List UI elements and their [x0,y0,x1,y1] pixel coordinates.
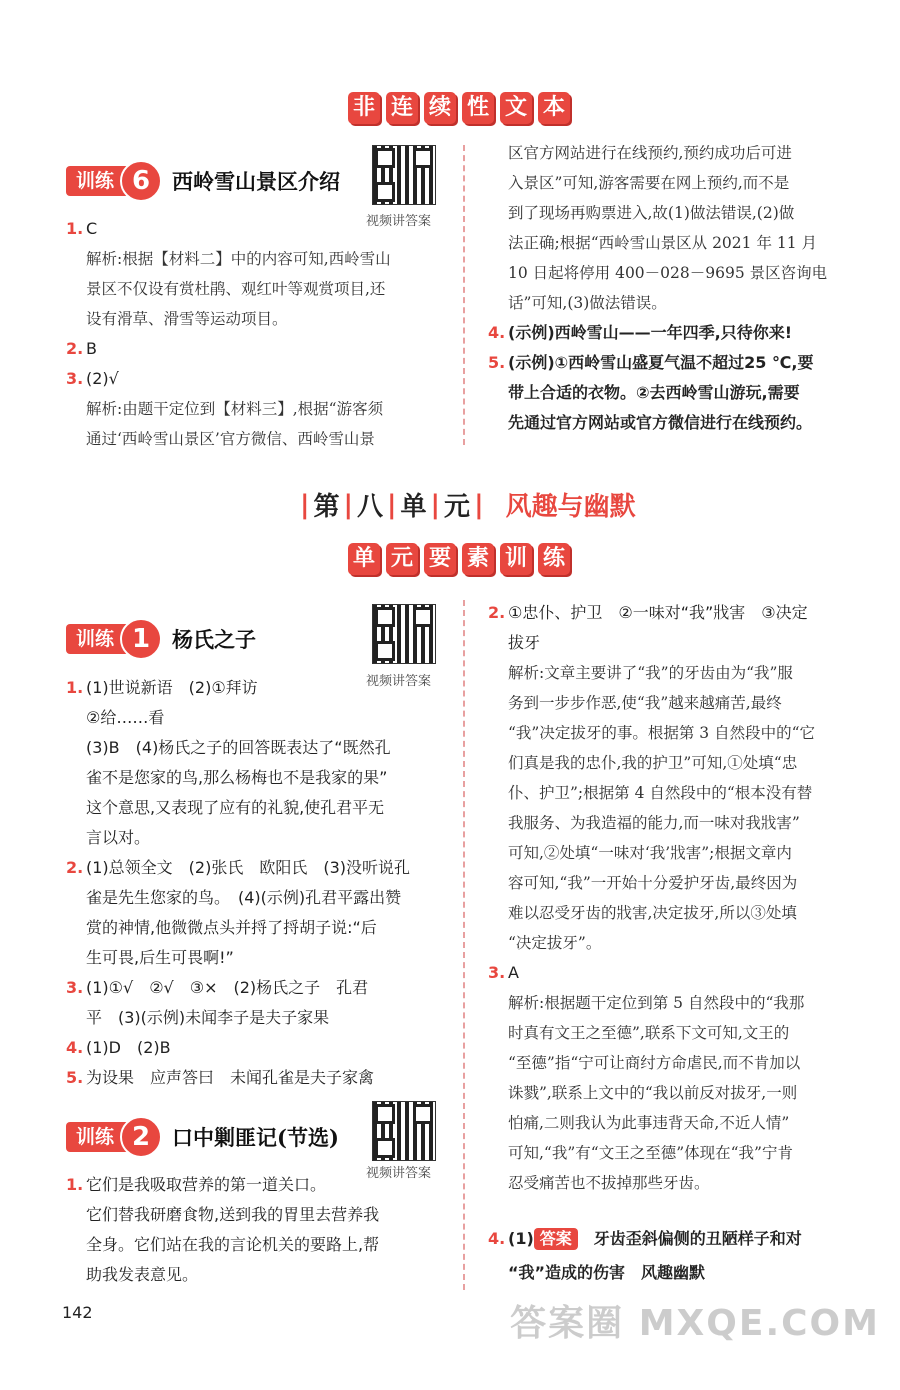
line-text: 法正确;根据“西岭雪山景区从 2021 年 11 月 [508,234,818,252]
analysis-line [66,274,456,304]
analysis-line [488,658,878,688]
qr-code[interactable] [372,145,436,205]
analysis-line [488,1078,878,1108]
answer-line [66,1260,456,1290]
question-number: 5. [66,1068,84,1087]
answer-line [488,598,878,628]
ribbon-char: 性 [462,92,494,124]
answer-line [66,853,456,883]
line-text: 可知,②处填“一味对‘我’戕害”;根据文章内 [508,844,792,862]
answer-line [66,1033,456,1063]
line-text: “决定拔牙”。 [508,934,602,952]
unit-char: 第 [313,492,340,522]
t2-left-answers [66,1170,456,1290]
q4-text: 牙齿歪斜偏侧的丑陋样子和对 [593,1229,802,1248]
question-number: 2. [66,339,84,358]
line-text: 通过‘西岭雪山景区’官方微信、西岭雪山景 [86,430,375,448]
answer-line [66,364,456,394]
q4-prefix: (1) [508,1229,534,1248]
training-number: 2 [120,1116,162,1158]
qr-label: 视频讲答案 [366,1166,432,1181]
ribbon-char: 续 [424,92,456,124]
answer-line [66,883,456,913]
line-text: 雀是先生您家的鸟。 (4)(示例)孔君平露出赞 [86,888,402,907]
line-text: 拔牙 [508,633,541,652]
answer-badge: 答案 [534,1228,578,1250]
question-number: 1. [66,1175,84,1194]
q4-line2: “我”造成的伤害 风趣幽默 [508,1263,706,1282]
analysis-line [488,288,878,318]
ribbon-char: 素 [462,543,494,575]
line-text: C [86,219,98,238]
line-text: 解析:根据题干定位到第 5 自然段中的“我那 [508,994,805,1012]
line-text: 容可知,“我”一开始十分爱护牙齿,最终因为 [508,874,798,892]
line-text: 它们是我吸取营养的第一道关口。 [86,1175,327,1194]
answer-line [66,334,456,364]
line-text: (2)√ [86,369,119,388]
question-number: 2. [66,858,84,877]
qr-code[interactable] [372,1101,436,1161]
line-text: A [508,963,519,982]
unit-ribbon [348,543,570,575]
question-number: 1. [66,219,84,238]
line-text: (1)总领全文 (2)张氏 欧阳氏 (3)没听说孔 [86,858,410,877]
unit-title [296,486,636,523]
unit-char: 元 [444,492,471,522]
analysis-line [488,168,878,198]
answer-line [488,408,878,438]
analysis-line [488,228,878,258]
ribbon-char: 非 [348,92,380,124]
question-number: 2. [488,603,506,622]
analysis-line [488,1018,878,1048]
analysis-line [488,1138,878,1168]
analysis-line [488,198,878,228]
answer-line [66,703,456,733]
line-text: 务到一步步作恶,使“我”越来越痛苦,最终 [508,694,782,712]
question-number: 4. [488,1229,506,1248]
question-number: 3. [66,369,84,388]
training-title: 西岭雪山景区介绍 [172,169,341,194]
line-text: 景区不仅设有赏杜鹃、观红叶等观赏项目,还 [86,280,386,298]
line-text: 区官方网站进行在线预约,预约成功后可进 [508,144,792,162]
line-text: ①忠仆、护卫 ②一味对“我”戕害 ③决定 [508,603,808,622]
analysis-line [488,688,878,718]
column-divider [463,145,465,445]
line-text: 全身。它们站在我的言论机关的要路上,帮 [86,1235,380,1254]
question-number: 1. [66,678,84,697]
answer-line [66,1230,456,1260]
answer-line [66,1200,456,1230]
qr-label: 视频讲答案 [366,214,432,229]
t2-q4 [488,1224,888,1288]
line-text: 我服务、为我造福的能力,而一味对我戕害” [508,814,800,832]
analysis-line [488,808,878,838]
unit-char: 八 [357,492,384,522]
line-text: 它们替我研磨食物,送到我的胃里去营养我 [86,1205,380,1224]
line-text: “至德”指“宁可让商纣方命虐民,而不肯加以 [508,1054,801,1072]
t1-answers [66,673,456,1093]
training-tag: 训练 [66,624,136,654]
answer-line [66,763,456,793]
answer-line [66,973,456,1003]
analysis-line [66,424,456,454]
line-text: (1)世说新语 (2)①拜访 [86,678,258,697]
line-text: 怕痛,二则我认为此事违背天命,不近人情” [508,1114,790,1132]
line-text: 仆、护卫”;根据第 4 自然段中的“根本没有替 [508,784,813,802]
ribbon-char: 元 [386,543,418,575]
analysis-line [66,304,456,334]
answer-line [66,214,456,244]
line-text: 到了现场再购票进入,故(1)做法错误,(2)做 [508,204,795,222]
answer-line [66,1170,456,1200]
divider-bar: | [387,489,397,520]
line-text: (1)D (2)B [86,1038,171,1057]
line-text: 平 (3)(示例)未闻李子是夫子家果 [86,1008,330,1027]
line-text: 助我发表意见。 [86,1265,199,1284]
ribbon-char: 本 [538,92,570,124]
ribbon-char: 单 [348,543,380,575]
answer-line [488,348,878,378]
question-number: 4. [488,323,506,342]
line-text: 10 日起将停用 400－028－9695 景区咨询电 [508,264,828,282]
ribbon-char: 文 [500,92,532,124]
divider-bar: | [300,489,310,520]
answer-line [66,793,456,823]
answer-line [66,1063,456,1093]
line-text: 入景区”可知,游客需要在网上预约,而不是 [508,174,790,192]
line-text: (示例)西岭雪山——一年四季,只待你来! [508,323,793,342]
page-number: 142 [62,1303,93,1322]
column-divider [463,600,465,1290]
line-text: 带上合适的衣物。②去西岭雪山游玩,需要 [508,383,800,402]
training-tag: 训练 [66,1122,136,1152]
line-text: 先通过官方网站或官方微信进行在线预约。 [508,413,813,432]
analysis-line [488,138,878,168]
line-text: 话”可知,(3)做法错误。 [508,294,667,312]
line-text: B [86,339,97,358]
answer-line [488,318,878,348]
analysis-line [488,868,878,898]
analysis-line [66,244,456,274]
line-text: 解析:由题干定位到【材料三】,根据“游客须 [86,400,384,418]
analysis-line [488,988,878,1018]
line-text: “我”决定拔牙的事。根据第 3 自然段中的“它 [508,724,815,742]
answer-line [66,673,456,703]
line-text: 生可畏,后生可畏啊!” [86,948,234,967]
line-text: 诛戮”,联系上文中的“我以前反对拔牙,一则 [508,1084,798,1102]
qr-code[interactable] [372,604,436,664]
line-text: 时真有文王之至德”,联系下文可知,文王的 [508,1024,790,1042]
line-text: 难以忍受牙齿的戕害,决定拔牙,所以③处填 [508,904,797,922]
question-number: 3. [66,978,84,997]
training-heading-6 [66,160,340,202]
divider-bar: | [343,489,354,520]
ribbon-char: 训 [500,543,532,575]
answer-line [66,1003,456,1033]
line-text: 设有滑草、滑雪等运动项目。 [86,310,288,328]
ribbon-char: 练 [538,543,570,575]
unit-theme: 风趣与幽默 [505,492,636,522]
t6-left-answers [66,214,456,454]
line-text: (1)①√ ②√ ③× (2)杨氏之子 孔君 [86,978,369,997]
analysis-line [488,748,878,778]
line-text: 雀不是您家的鸟,那么杨梅也不是我家的果” [86,768,388,787]
question-number: 4. [66,1038,84,1057]
line-text: (3)B (4)杨氏之子的回答既表达了“既然孔 [86,738,391,757]
line-text: ②给……看 [86,708,165,727]
training-number: 1 [120,618,162,660]
answer-line [66,733,456,763]
analysis-line [488,778,878,808]
line-text: (示例)①西岭雪山盛夏气温不超过25 ℃,要 [508,353,814,372]
line-text: 可知,“我”有“文王之至德”体现在“我”宁肯 [508,1144,793,1162]
t6-right-answers [488,138,878,438]
answer-line [66,913,456,943]
analysis-line [488,928,878,958]
training-heading-1 [66,618,256,660]
divider-bar: | [474,489,484,520]
ribbon-char: 连 [386,92,418,124]
line-text: 忍受痛苦也不拔掉那些牙齿。 [508,1174,710,1192]
answer-line [488,958,878,988]
answer-line [66,943,456,973]
training-title: 口中剿匪记(节选) [172,1125,339,1150]
line-text: 为设果 应声答曰 未闻孔雀是夫子家禽 [86,1068,375,1087]
training-title: 杨氏之子 [172,627,257,652]
t2-right-answers [488,598,878,1198]
question-number: 5. [488,353,506,372]
answer-line [488,378,878,408]
analysis-line [488,898,878,928]
watermark: 答案圈 MXQE.COM [510,1303,880,1344]
divider-bar: | [430,489,441,520]
training-heading-2 [66,1116,339,1158]
line-text: 解析:根据【材料二】中的内容可知,西岭雪山 [86,250,391,268]
analysis-line [488,718,878,748]
training-number: 6 [120,160,162,202]
analysis-line [488,1108,878,1138]
section-ribbon [348,92,570,124]
training-tag: 训练 [66,166,136,196]
answer-line [488,628,878,658]
analysis-line [488,258,878,288]
line-text: 们真是我的忠仆,我的护卫”可知,①处填“忠 [508,754,798,772]
ribbon-char: 要 [424,543,456,575]
line-text: 解析:文章主要讲了“我”的牙齿由为“我”服 [508,664,793,682]
unit-char: 单 [400,492,427,522]
line-text: 这个意思,又表现了应有的礼貌,使孔君平无 [86,798,385,817]
analysis-line [488,838,878,868]
analysis-line [488,1048,878,1078]
analysis-line [488,1168,878,1198]
answer-line [66,823,456,853]
analysis-line [66,394,456,424]
question-number: 3. [488,963,506,982]
qr-label: 视频讲答案 [366,674,432,689]
line-text: 赏的神情,他微微点头并捋了捋胡子说:“后 [86,918,377,937]
line-text: 言以对。 [86,828,151,847]
